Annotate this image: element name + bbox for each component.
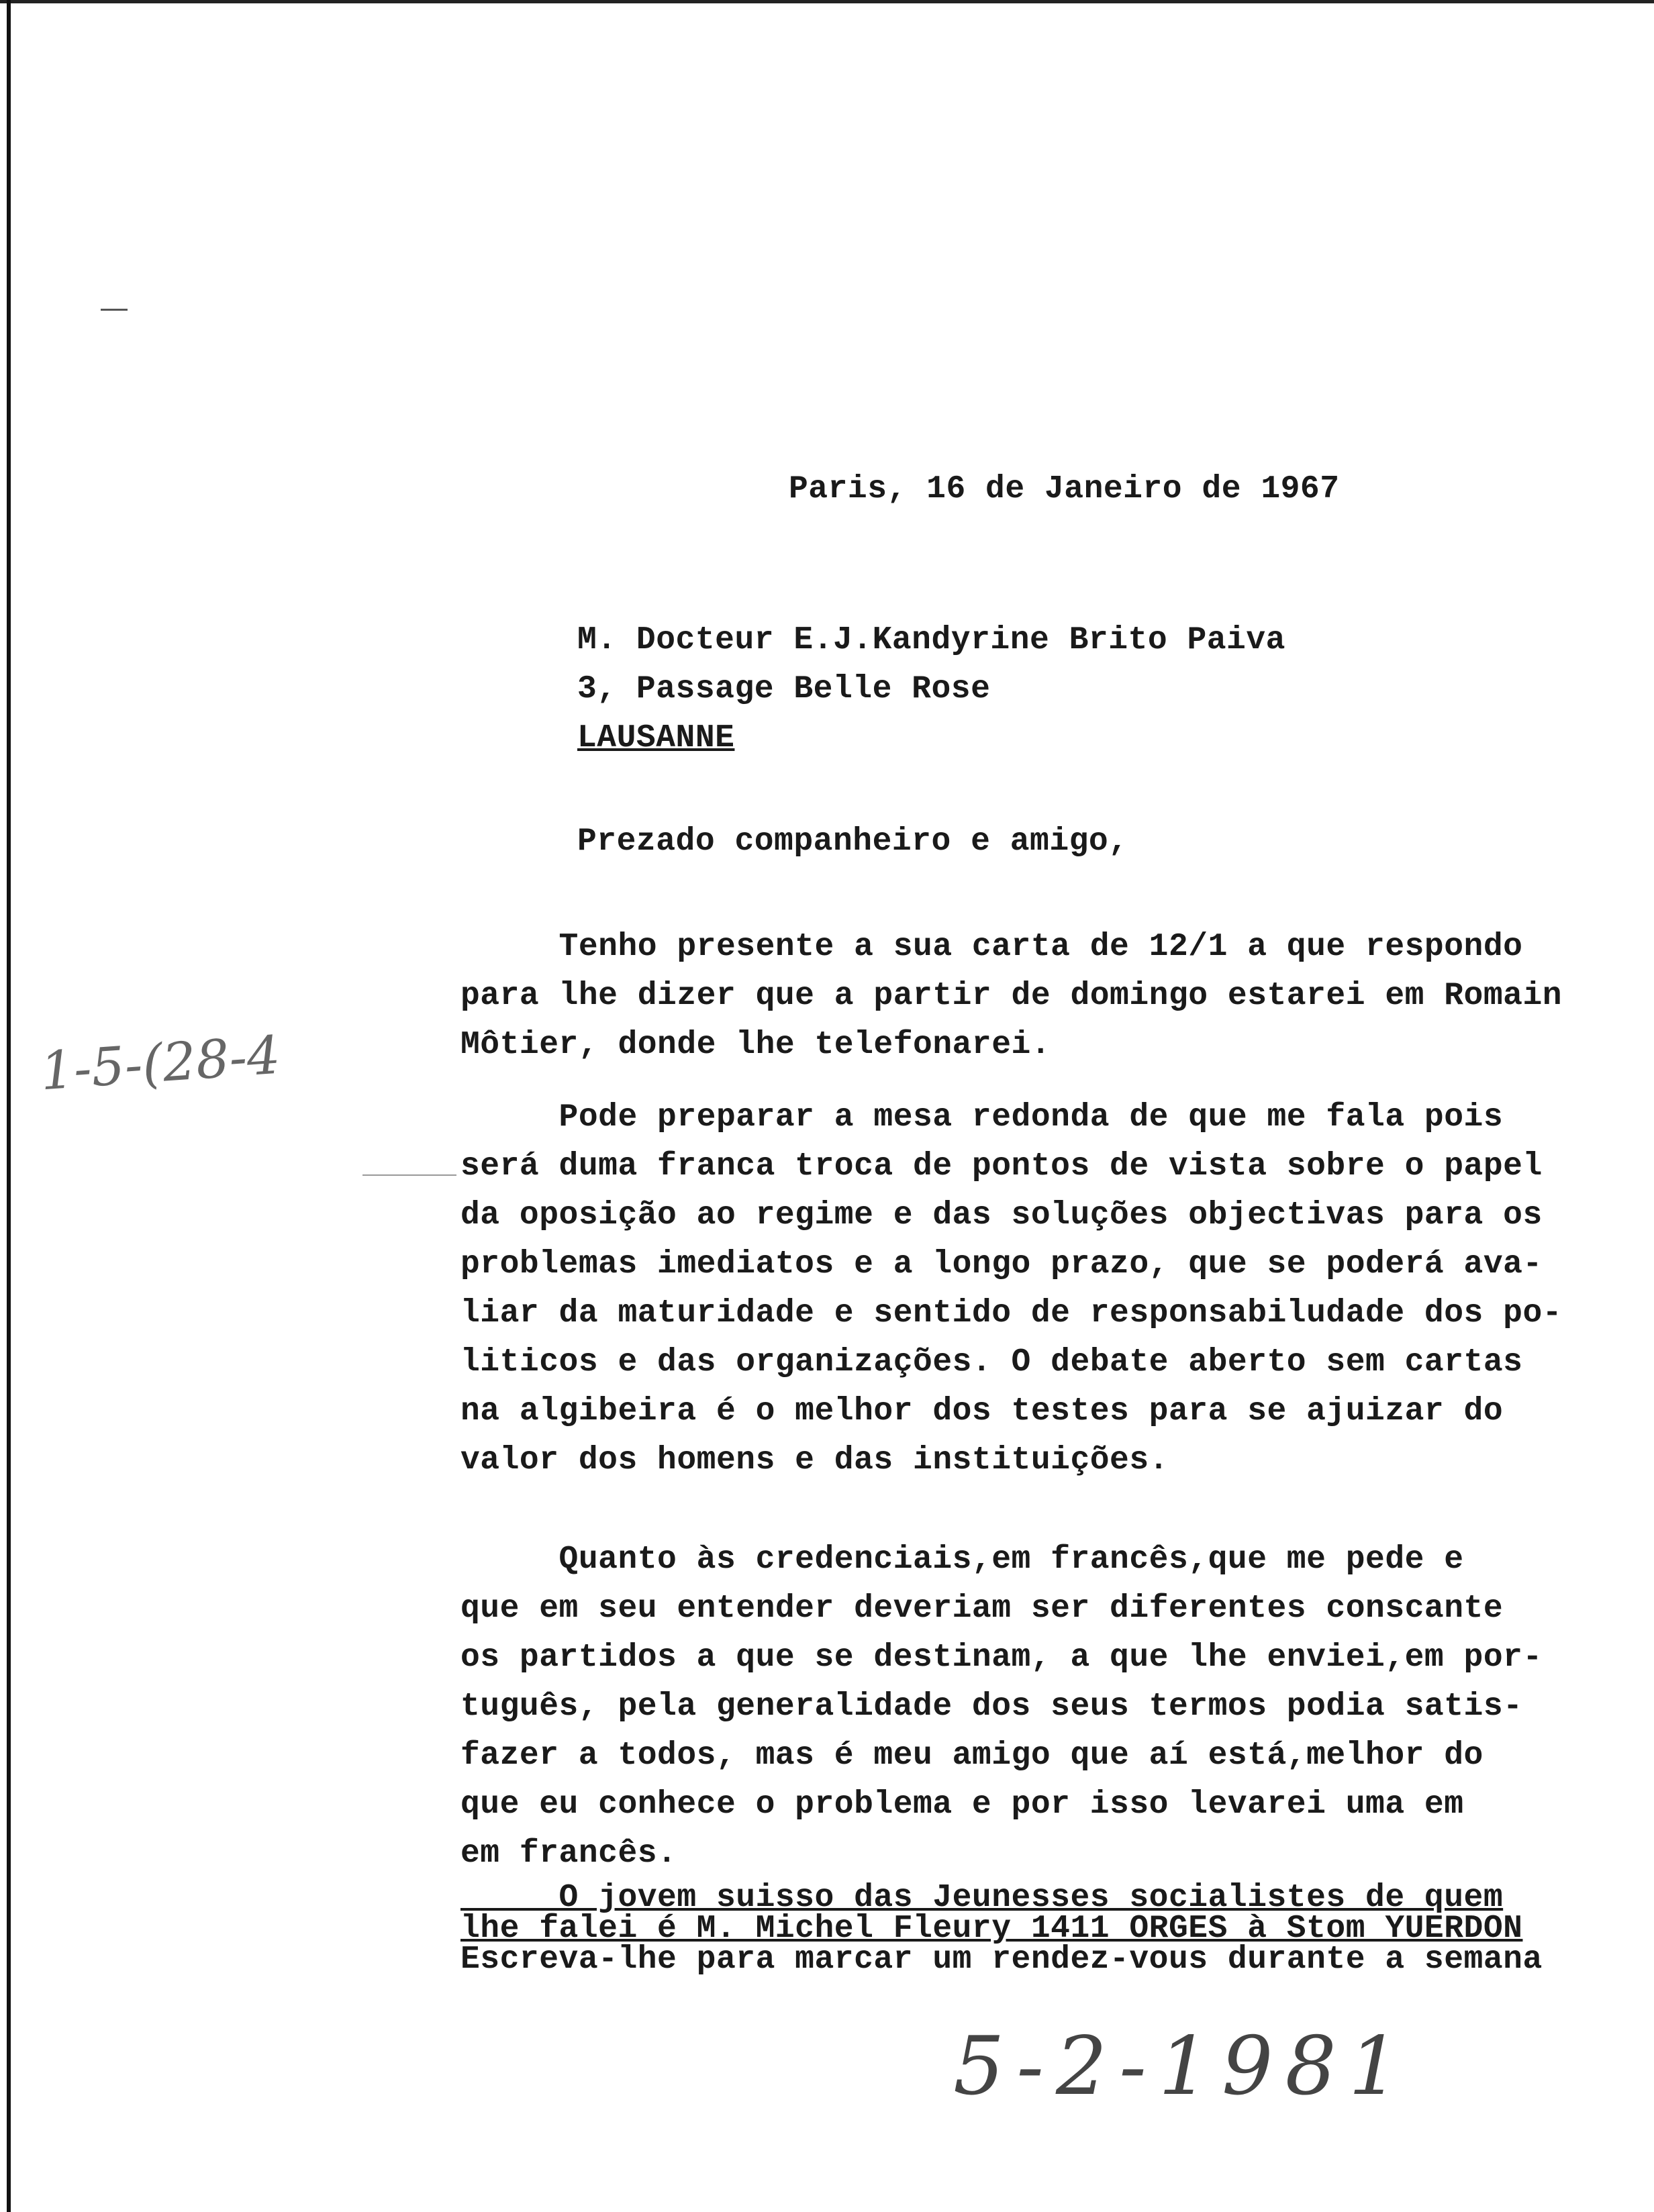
margin-handwritten-note: 1-5-(28-4 — [38, 1025, 283, 1103]
letter-date: Paris, 16 de Janeiro de 1967 — [789, 471, 1340, 507]
margin-pencil-stroke — [101, 309, 128, 311]
address-line-name: M. Docteur E.J.Kandyrine Brito Paiva — [577, 622, 1285, 658]
paragraph-line: lhe falei é M. Michel Fleury 1411 ORGES à Stom YUERDON — [460, 1911, 1523, 1947]
margin-pencil-stroke — [362, 1174, 456, 1176]
address-line-city: LAUSANNE — [577, 720, 735, 756]
paragraph-line: problemas imediatos e a longo prazo, que se poderá ava- — [460, 1246, 1543, 1283]
paragraph-line: na algibeira é o melhor dos testes para se ajuizar do — [460, 1393, 1504, 1429]
paragraph-line: que em seu entender deveriam ser diferentes conscante — [460, 1591, 1504, 1627]
paragraph-line: Escreva-lhe para marcar um rendez-vous durante a semana — [460, 1942, 1543, 1978]
paragraph-line: Môtier, donde lhe telefonarei. — [460, 1027, 1051, 1063]
paragraph-line: Tenho presente a sua carta de 12/1 a que respondo — [460, 929, 1523, 965]
paragraph-line: que eu conhece o problema e por isso levarei uma em — [460, 1787, 1464, 1823]
paragraph-line: O jovem suisso das Jeunesses socialistes de quem — [460, 1880, 1504, 1916]
paragraph-line: Quanto às credenciais,em francês,que me pede e — [460, 1542, 1464, 1578]
salutation: Prezado companheiro e amigo, — [577, 823, 1128, 860]
paragraph-line: em francês. — [460, 1836, 677, 1872]
paragraph-line: liticos e das organizações. O debate aberto sem cartas — [460, 1344, 1523, 1380]
recipient-address — [577, 616, 1285, 763]
paragraph-line: Pode preparar a mesa redonda de que me fala pois — [460, 1099, 1504, 1136]
paragraph-line: liar da maturidade e sentido de responsabiludade dos po- — [460, 1295, 1563, 1331]
paragraph-line: fazer a todos, mas é meu amigo que aí está,melhor do — [460, 1738, 1483, 1774]
paragraph-3 — [460, 1536, 1543, 1878]
paragraph-line: para lhe dizer que a partir de domingo estarei em Romain — [460, 978, 1563, 1014]
page-left-edge — [7, 0, 11, 2212]
paragraph-line: será duma franca troca de pontos de vista sobre o papel — [460, 1148, 1543, 1185]
paragraph-1 — [460, 923, 1562, 1070]
paragraph-4 — [460, 1880, 1543, 1978]
address-line-street: 3, Passage Belle Rose — [577, 671, 991, 707]
page-top-edge — [0, 0, 1654, 3]
paragraph-2 — [460, 1093, 1562, 1485]
paragraph-line: os partidos a que se destinam, a que lhe enviei,em por- — [460, 1640, 1543, 1676]
paragraph-line: da oposição ao regime e das soluções objectivas para os — [460, 1197, 1543, 1234]
paragraph-line: valor dos homens e das instituições. — [460, 1442, 1169, 1478]
paragraph-line: tuguês, pela generalidade dos seus termos podia satis- — [460, 1689, 1523, 1725]
bottom-handwritten-note: 5-2-1981 — [953, 2020, 1412, 2113]
